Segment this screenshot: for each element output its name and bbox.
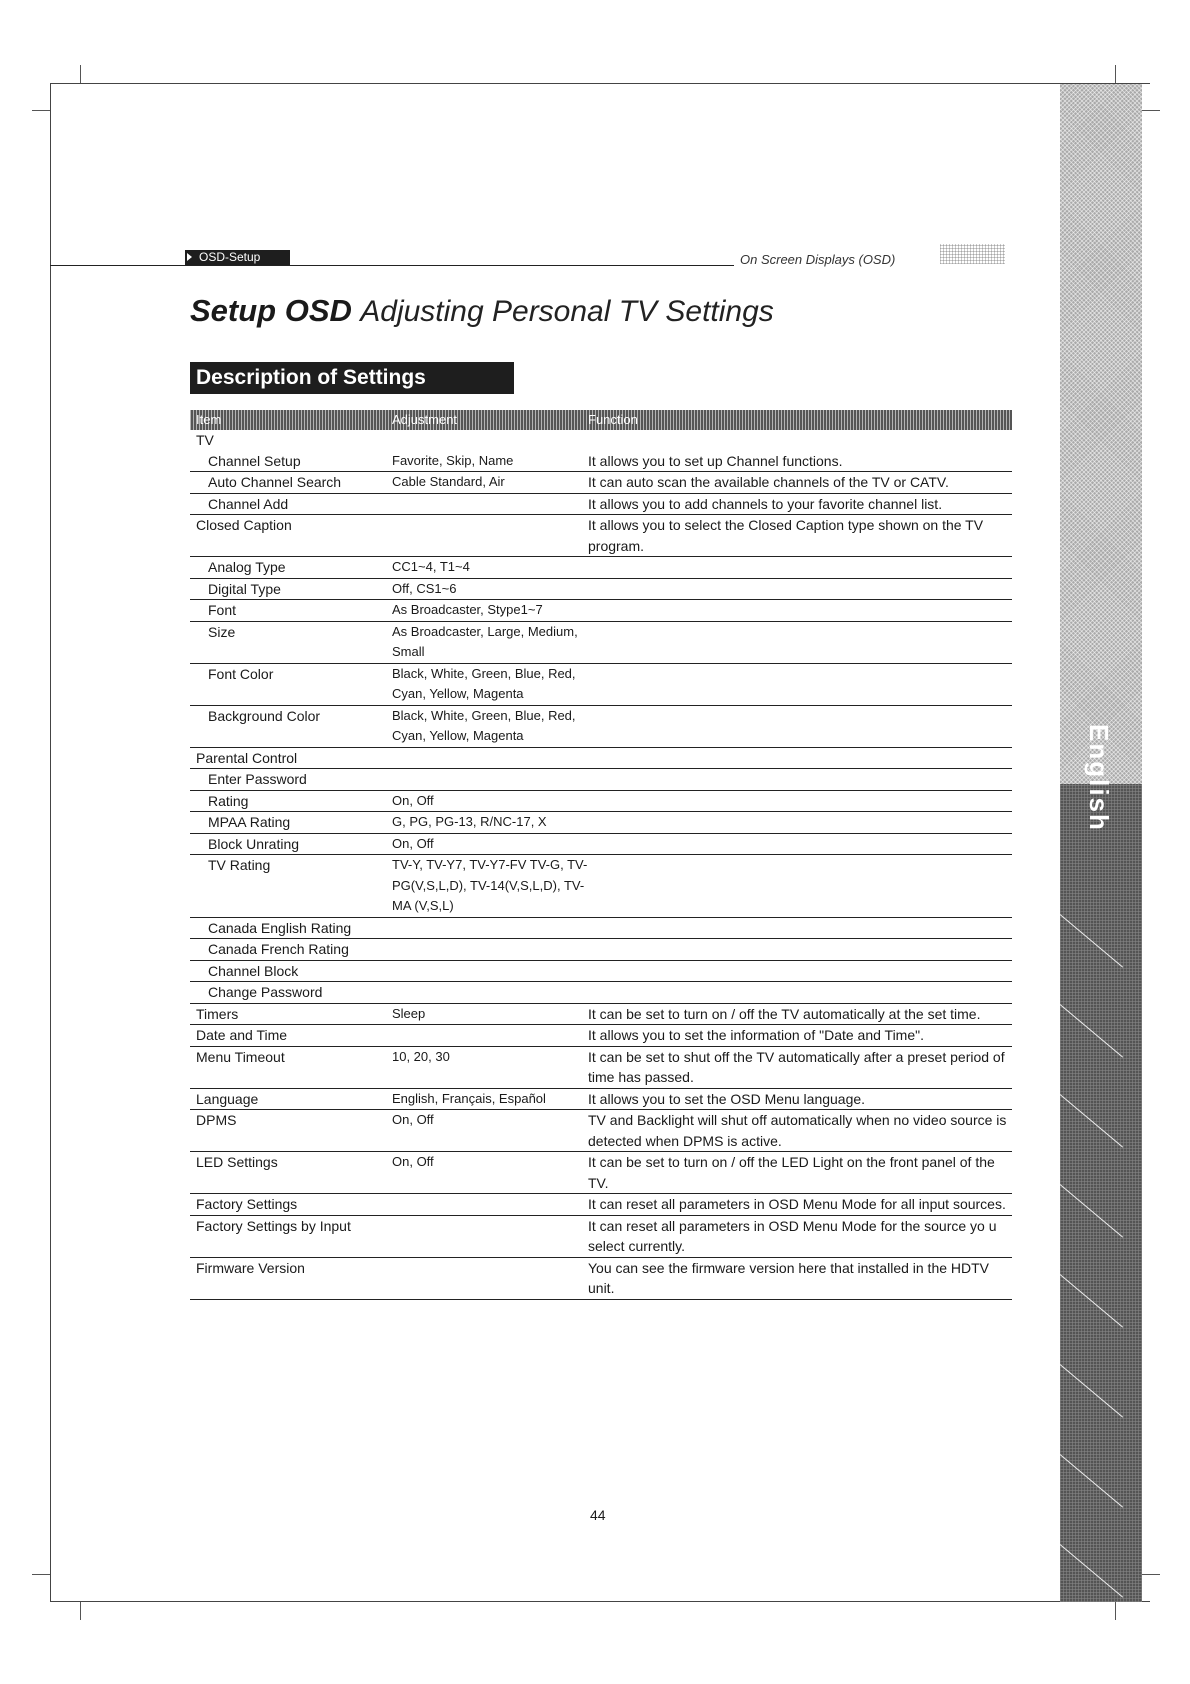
row-function [588,430,1012,451]
row-item: Language [196,1090,259,1107]
section-tag [185,250,290,265]
row-adjustment: TV-Y, TV-Y7, TV-Y7-FV TV-G, TV-PG(V,S,L,D), TV-14(V,S,L,D), TV-MA (V,S,L) [392,857,588,913]
row-function: It allows you to set the information of "Date and Time". [588,1027,924,1043]
row-function [588,939,1012,960]
row-adjustment [392,494,588,515]
row-function: It allows you to set up Channel functions. [588,452,843,469]
table-row [190,664,1012,706]
row-item: MPAA Rating [208,814,291,830]
row-function: It can be set to turn on / off the TV automatically at the set time. [588,1005,981,1022]
table-row [190,812,1012,834]
row-function [588,706,1012,747]
arrow-icon [187,253,192,261]
row-item: Menu Timeout [196,1048,285,1065]
row-function: TV and Backlight will shut off automatically when no video source is detected when DPMS is active. [588,1112,1007,1149]
header-rule [50,265,734,266]
row-adjustment: As Broadcaster, Stype1~7 [392,602,543,617]
row-item: Channel Setup [208,452,301,469]
table-row [190,579,1012,601]
crop-mark [1142,110,1160,111]
side-tab-label: English [1084,724,1114,832]
table-row [190,472,1012,494]
table-row [190,1152,1012,1194]
row-item: Font [208,602,237,618]
table-row [190,1025,1012,1047]
table-row [190,1004,1012,1026]
row-function [588,855,1012,917]
table-body [190,430,1012,1300]
table-row [190,706,1012,748]
row-item: Closed Caption [196,517,292,533]
table-header [190,410,1012,430]
row-adjustment [392,1194,588,1215]
row-item: DPMS [196,1112,237,1128]
row-item: Font Color [208,665,274,682]
row-item: Timers [196,1005,239,1022]
header-item: Item [196,412,222,427]
table-row [190,1194,1012,1216]
crop-mark [80,1602,81,1620]
strip-pattern-lower [1060,784,1142,1602]
row-function [588,622,1012,663]
row-item: TV [196,432,214,448]
row-function: It can reset all parameters in OSD Menu Mode for the source yo u select currently. [588,1217,997,1254]
table-row [190,451,1012,473]
table-row [190,1047,1012,1089]
row-adjustment: On, Off [392,1112,434,1127]
row-function: It can auto scan the available channels of the TV or CATV. [588,474,949,490]
row-function: It allows you to set the OSD Menu language. [588,1090,866,1107]
row-function [588,600,1012,621]
row-adjustment: Off, CS1~6 [392,580,457,596]
row-function [588,579,1012,600]
table-row [190,494,1012,516]
row-adjustment: CC1~4, T1~4 [392,559,470,574]
row-function: You can see the firmware version here that installed in the HDTV unit. [588,1259,990,1296]
row-function [588,982,1012,1003]
row-item: Rating [208,792,249,809]
row-adjustment: Cable Standard, Air [392,474,505,489]
row-function [588,918,1012,939]
row-function: It allows you to add channels to your favorite channel list. [588,495,943,512]
table-row [190,515,1012,557]
row-adjustment: G, PG, PG-13, R/NC-17, X [392,814,547,829]
header-function: Function [588,412,638,427]
row-adjustment: Black, White, Green, Blue, Red, Cyan, Yellow, Magenta [392,707,576,743]
row-adjustment [392,769,588,790]
crop-mark [1142,1574,1160,1575]
row-function: It can be set to shut off the TV automatically after a preset period of time has passed. [588,1048,1005,1085]
row-function: It can be set to turn on / off the LED Light on the front panel of the TV. [588,1154,995,1191]
table-row [190,918,1012,940]
row-adjustment [392,1025,588,1046]
table-row [190,769,1012,791]
row-function [588,748,1012,769]
row-item: TV Rating [208,857,271,873]
page-title-italic: Adjusting Personal TV Settings [360,295,774,328]
row-item: Firmware Version [196,1259,305,1276]
page-number: 44 [590,1507,606,1523]
table-row [190,982,1012,1004]
table-row [190,1258,1012,1300]
header-pattern [940,244,1005,264]
crop-mark [32,1574,50,1575]
row-item: Parental Control [196,749,298,766]
row-function [588,769,1012,790]
row-adjustment [392,918,588,939]
row-adjustment [392,748,588,769]
row-item: Canada French Rating [208,941,349,957]
row-function: It allows you to select the Closed Caption type shown on the TV program. [588,517,984,554]
row-adjustment [392,982,588,1003]
table-row [190,961,1012,983]
row-adjustment: 10, 20, 30 [392,1048,450,1064]
section-heading: Description of Settings [190,362,514,394]
row-adjustment: On, Off [392,792,434,808]
row-item: Analog Type [208,559,286,575]
row-adjustment: On, Off [392,1154,434,1169]
row-function [588,834,1012,855]
row-function: It can reset all parameters in OSD Menu Mode for all input sources. [588,1196,1006,1212]
row-adjustment [392,515,588,556]
row-item: Channel Block [208,962,299,979]
page-frame-top [50,83,1150,84]
row-adjustment [392,1258,588,1299]
page-title-bold: Setup OSD [190,293,352,328]
table-row [190,834,1012,856]
header-adjustment: Adjustment [392,412,458,427]
table-row [190,939,1012,961]
table-row [190,1110,1012,1152]
row-adjustment: On, Off [392,835,434,851]
table-row [190,855,1012,918]
table-row [190,600,1012,622]
row-item: Digital Type [208,580,281,597]
row-function [588,557,1012,578]
row-function [588,961,1012,982]
crop-mark [80,65,81,83]
side-tab-strip [1060,84,1142,1602]
row-adjustment: English, Français, Español [392,1090,546,1106]
table-row [190,557,1012,579]
crop-mark [1115,65,1116,83]
row-adjustment: Sleep [392,1005,426,1021]
row-function [588,791,1012,812]
row-adjustment [392,430,588,451]
table-row [190,622,1012,664]
header-chapter-title: On Screen Displays (OSD) [740,252,896,267]
row-adjustment: As Broadcaster, Large, Medium, Small [392,623,578,659]
row-item: Auto Channel Search [208,474,342,490]
page-frame-left [50,83,51,1602]
crop-mark [1115,1602,1116,1620]
settings-table [190,410,1012,1300]
row-item: Factory Settings by Input [196,1217,351,1234]
table-row [190,791,1012,813]
row-function [588,812,1012,833]
page-frame-bottom [50,1601,1150,1602]
row-adjustment [392,1216,588,1257]
row-item: Size [208,623,236,640]
row-adjustment: Favorite, Skip, Name [392,452,514,468]
row-adjustment [392,939,588,960]
crop-mark [32,110,50,111]
row-item: Background Color [208,707,321,724]
row-item: Change Password [208,984,323,1000]
row-item: LED Settings [196,1154,278,1170]
table-row [190,1089,1012,1111]
row-item: Canada English Rating [208,919,352,936]
row-item: Block Unrating [208,835,300,852]
table-row [190,1216,1012,1258]
row-function [588,664,1012,705]
table-row [190,748,1012,770]
section-tag-label: OSD-Setup [199,250,261,264]
strip-pattern-top [1060,84,1142,784]
page-title [190,293,774,329]
row-adjustment: Black, White, Green, Blue, Red, Cyan, Yellow, Magenta [392,665,576,701]
row-item: Channel Add [208,495,289,512]
row-item: Factory Settings [196,1196,298,1212]
row-adjustment [392,961,588,982]
row-item: Enter Password [208,771,307,787]
table-row [190,430,1012,451]
row-item: Date and Time [196,1027,288,1043]
